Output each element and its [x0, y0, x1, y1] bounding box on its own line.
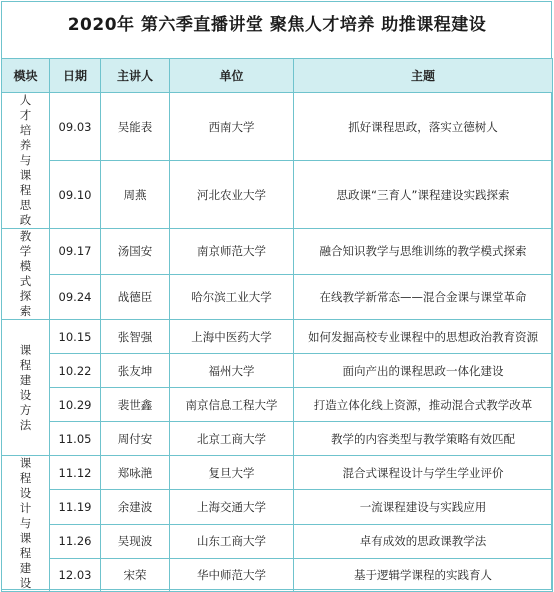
speaker-cell: 战德臣 — [101, 274, 170, 320]
header-module: 模块 — [2, 59, 50, 93]
module-label: 人才培养与课程思政 — [19, 93, 32, 227]
module-cell — [2, 320, 50, 456]
speaker-cell: 宋荣 — [101, 558, 170, 591]
topic-cell: 在线教学新常态——混合金课与课堂革命 — [294, 274, 553, 320]
topic-cell: 教学的内容类型与教学策略有效匹配 — [294, 422, 553, 456]
unit-cell: 复旦大学 — [170, 456, 294, 490]
table-row — [2, 354, 553, 388]
date-cell: 09.24 — [50, 274, 101, 320]
unit-cell: 北京工商大学 — [170, 422, 294, 456]
topic-cell: 抓好课程思政，落实立德树人 — [294, 93, 553, 161]
header-row — [2, 59, 553, 93]
topic-cell: 一流课程建设与实践应用 — [294, 490, 553, 524]
date-cell: 11.12 — [50, 456, 101, 490]
table-row — [2, 93, 553, 161]
table-row — [2, 490, 553, 524]
table-row — [2, 229, 553, 275]
unit-cell: 上海中医药大学 — [170, 320, 294, 354]
topic-cell: 卓有成效的思政课教学法 — [294, 524, 553, 558]
schedule-table — [1, 58, 553, 592]
module-label: 课程建设方法 — [19, 342, 32, 432]
date-cell: 11.26 — [50, 524, 101, 558]
date-cell: 11.19 — [50, 490, 101, 524]
speaker-cell: 余建波 — [101, 490, 170, 524]
date-cell: 10.22 — [50, 354, 101, 388]
module-label: 教学模式探索 — [19, 229, 32, 318]
unit-cell: 哈尔滨工业大学 — [170, 274, 294, 320]
header-date: 日期 — [50, 59, 101, 93]
unit-cell: 河北农业大学 — [170, 161, 294, 229]
date-cell: 10.15 — [50, 320, 101, 354]
date-cell: 09.03 — [50, 93, 101, 161]
topic-cell: 混合式课程设计与学生学业评价 — [294, 456, 553, 490]
table-row — [2, 320, 553, 354]
speaker-cell: 张友坤 — [101, 354, 170, 388]
header-speaker: 主讲人 — [101, 59, 170, 93]
speaker-cell: 吴现波 — [101, 524, 170, 558]
unit-cell: 华中师范大学 — [170, 558, 294, 591]
header-topic: 主题 — [294, 59, 553, 93]
module-cell — [2, 229, 50, 320]
speaker-cell: 周付安 — [101, 422, 170, 456]
unit-cell: 上海交通大学 — [170, 490, 294, 524]
date-cell: 09.17 — [50, 229, 101, 275]
topic-cell: 面向产出的课程思政一体化建设 — [294, 354, 553, 388]
table-row — [2, 274, 553, 320]
topic-cell: 思政课“三育人”课程建设实践探索 — [294, 161, 553, 229]
speaker-cell: 张智强 — [101, 320, 170, 354]
table-row — [2, 161, 553, 229]
topic-cell: 融合知识教学与思维训练的教学模式探索 — [294, 229, 553, 275]
date-cell: 09.10 — [50, 161, 101, 229]
unit-cell: 南京信息工程大学 — [170, 388, 294, 422]
topic-cell: 基于逻辑学课程的实践育人 — [294, 558, 553, 591]
page-title: 2020年 第六季直播讲堂 聚焦人才培养 助推课程建设 — [67, 15, 487, 35]
unit-cell: 西南大学 — [170, 93, 294, 161]
topic-cell: 如何发掘高校专业课程中的思想政治教育资源 — [294, 320, 553, 354]
speaker-cell: 裴世鑫 — [101, 388, 170, 422]
unit-cell: 南京师范大学 — [170, 229, 294, 275]
unit-cell: 福州大学 — [170, 354, 294, 388]
unit-cell: 山东工商大学 — [170, 524, 294, 558]
table-row — [2, 558, 553, 591]
table-row — [2, 388, 553, 422]
date-cell: 10.29 — [50, 388, 101, 422]
module-cell — [2, 456, 50, 592]
module-cell — [2, 93, 50, 229]
topic-cell: 打造立体化线上资源，推动混合式教学改革 — [294, 388, 553, 422]
date-cell: 12.03 — [50, 558, 101, 591]
table-row — [2, 456, 553, 490]
table-row — [2, 524, 553, 558]
date-cell: 11.05 — [50, 422, 101, 456]
speaker-cell: 吴能表 — [101, 93, 170, 161]
speaker-cell: 汤国安 — [101, 229, 170, 275]
speaker-cell: 郑咏滟 — [101, 456, 170, 490]
speaker-cell: 周燕 — [101, 161, 170, 229]
header-unit: 单位 — [170, 59, 294, 93]
module-label: 课程设计与课程建设 — [19, 456, 32, 590]
table-row — [2, 422, 553, 456]
